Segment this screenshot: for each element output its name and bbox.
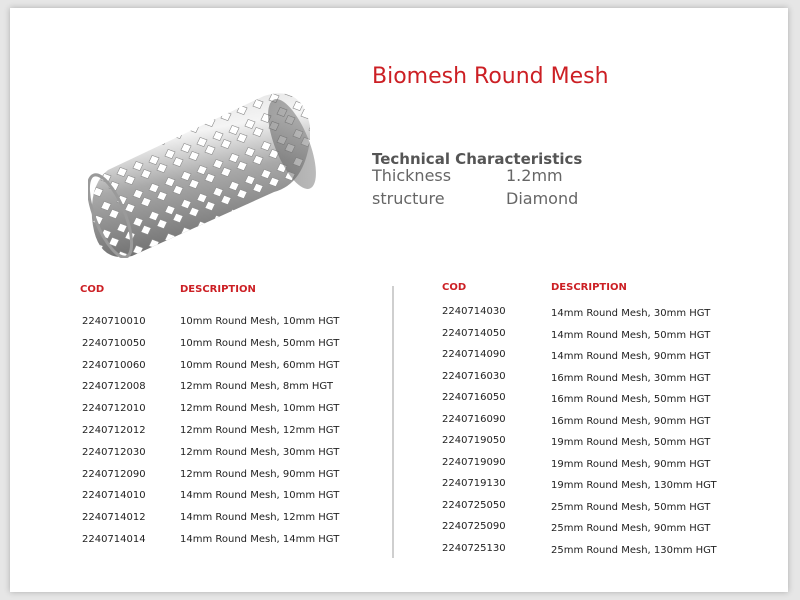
product-code: 2240719130 (442, 478, 506, 489)
product-code: 2240712012 (82, 425, 146, 436)
product-description: 12mm Round Mesh, 30mm HGT (180, 446, 340, 458)
product-description: 14mm Round Mesh, 50mm HGT (551, 329, 711, 341)
product-description: 14mm Round Mesh, 30mm HGT (551, 308, 711, 319)
left-code-header: COD (80, 284, 105, 295)
product-code: 2240725050 (442, 499, 506, 511)
product-description: 25mm Round Mesh, 90mm HGT (551, 523, 711, 534)
product-code: 2240714014 (82, 534, 146, 545)
right-description-header: DESCRIPTION (551, 282, 627, 293)
product-description: 10mm Round Mesh, 60mm HGT (180, 359, 340, 371)
product-code: 2240714050 (442, 327, 506, 339)
product-description: 19mm Round Mesh, 50mm HGT (551, 437, 711, 448)
product-code: 2240712090 (82, 468, 146, 480)
product-description: 12mm Round Mesh, 8mm HGT (180, 381, 333, 393)
product-code: 2240725090 (442, 521, 506, 532)
product-code: 2240712010 (82, 403, 146, 415)
product-code: 2240714012 (82, 512, 146, 524)
column-divider (392, 286, 394, 558)
product-code: 2240714010 (82, 490, 146, 502)
product-description: 16mm Round Mesh, 30mm HGT (551, 372, 711, 384)
product-description: 14mm Round Mesh, 10mm HGT (180, 490, 340, 502)
product-description: 19mm Round Mesh, 130mm HGT (551, 480, 717, 491)
product-code: 2240710050 (82, 337, 146, 349)
spec-label: structure (372, 189, 445, 208)
product-code: 2240725130 (442, 542, 506, 554)
product-description: 12mm Round Mesh, 10mm HGT (180, 403, 340, 415)
product-code: 2240716090 (442, 413, 506, 425)
product-title: Biomesh Round Mesh (372, 64, 609, 89)
product-code: 2240714030 (442, 306, 506, 317)
product-description: 12mm Round Mesh, 12mm HGT (180, 425, 340, 436)
product-code: 2240719050 (442, 435, 506, 446)
product-description: 14mm Round Mesh, 90mm HGT (551, 351, 711, 362)
product-code: 2240710060 (82, 359, 146, 371)
product-description: 16mm Round Mesh, 90mm HGT (551, 415, 711, 427)
right-code-header: COD (442, 282, 467, 293)
specs-heading: Technical Characteristics (372, 150, 583, 168)
product-code: 2240712008 (82, 381, 146, 393)
product-description: 10mm Round Mesh, 50mm HGT (180, 337, 340, 349)
product-description: 10mm Round Mesh, 10mm HGT (180, 316, 340, 327)
product-description: 12mm Round Mesh, 90mm HGT (180, 468, 340, 480)
product-description: 14mm Round Mesh, 12mm HGT (180, 512, 340, 524)
product-code: 2240716050 (442, 392, 506, 403)
product-code: 2240714090 (442, 349, 506, 360)
left-description-header: DESCRIPTION (180, 284, 256, 295)
cylindrical-diamond-mesh-image (88, 88, 320, 258)
spec-value: Diamond (506, 189, 579, 208)
product-code: 2240710010 (82, 316, 146, 327)
spec-label: Thickness (372, 166, 452, 185)
product-description: 14mm Round Mesh, 14mm HGT (180, 534, 340, 545)
product-code: 2240719090 (442, 456, 506, 468)
catalog-page (10, 8, 788, 592)
product-description: 25mm Round Mesh, 50mm HGT (551, 501, 711, 513)
spec-value: 1.2mm (506, 166, 563, 185)
product-code: 2240712030 (82, 446, 146, 458)
product-code: 2240716030 (442, 370, 506, 382)
product-description: 19mm Round Mesh, 90mm HGT (551, 458, 711, 470)
product-description: 16mm Round Mesh, 50mm HGT (551, 394, 711, 405)
product-description: 25mm Round Mesh, 130mm HGT (551, 544, 717, 556)
